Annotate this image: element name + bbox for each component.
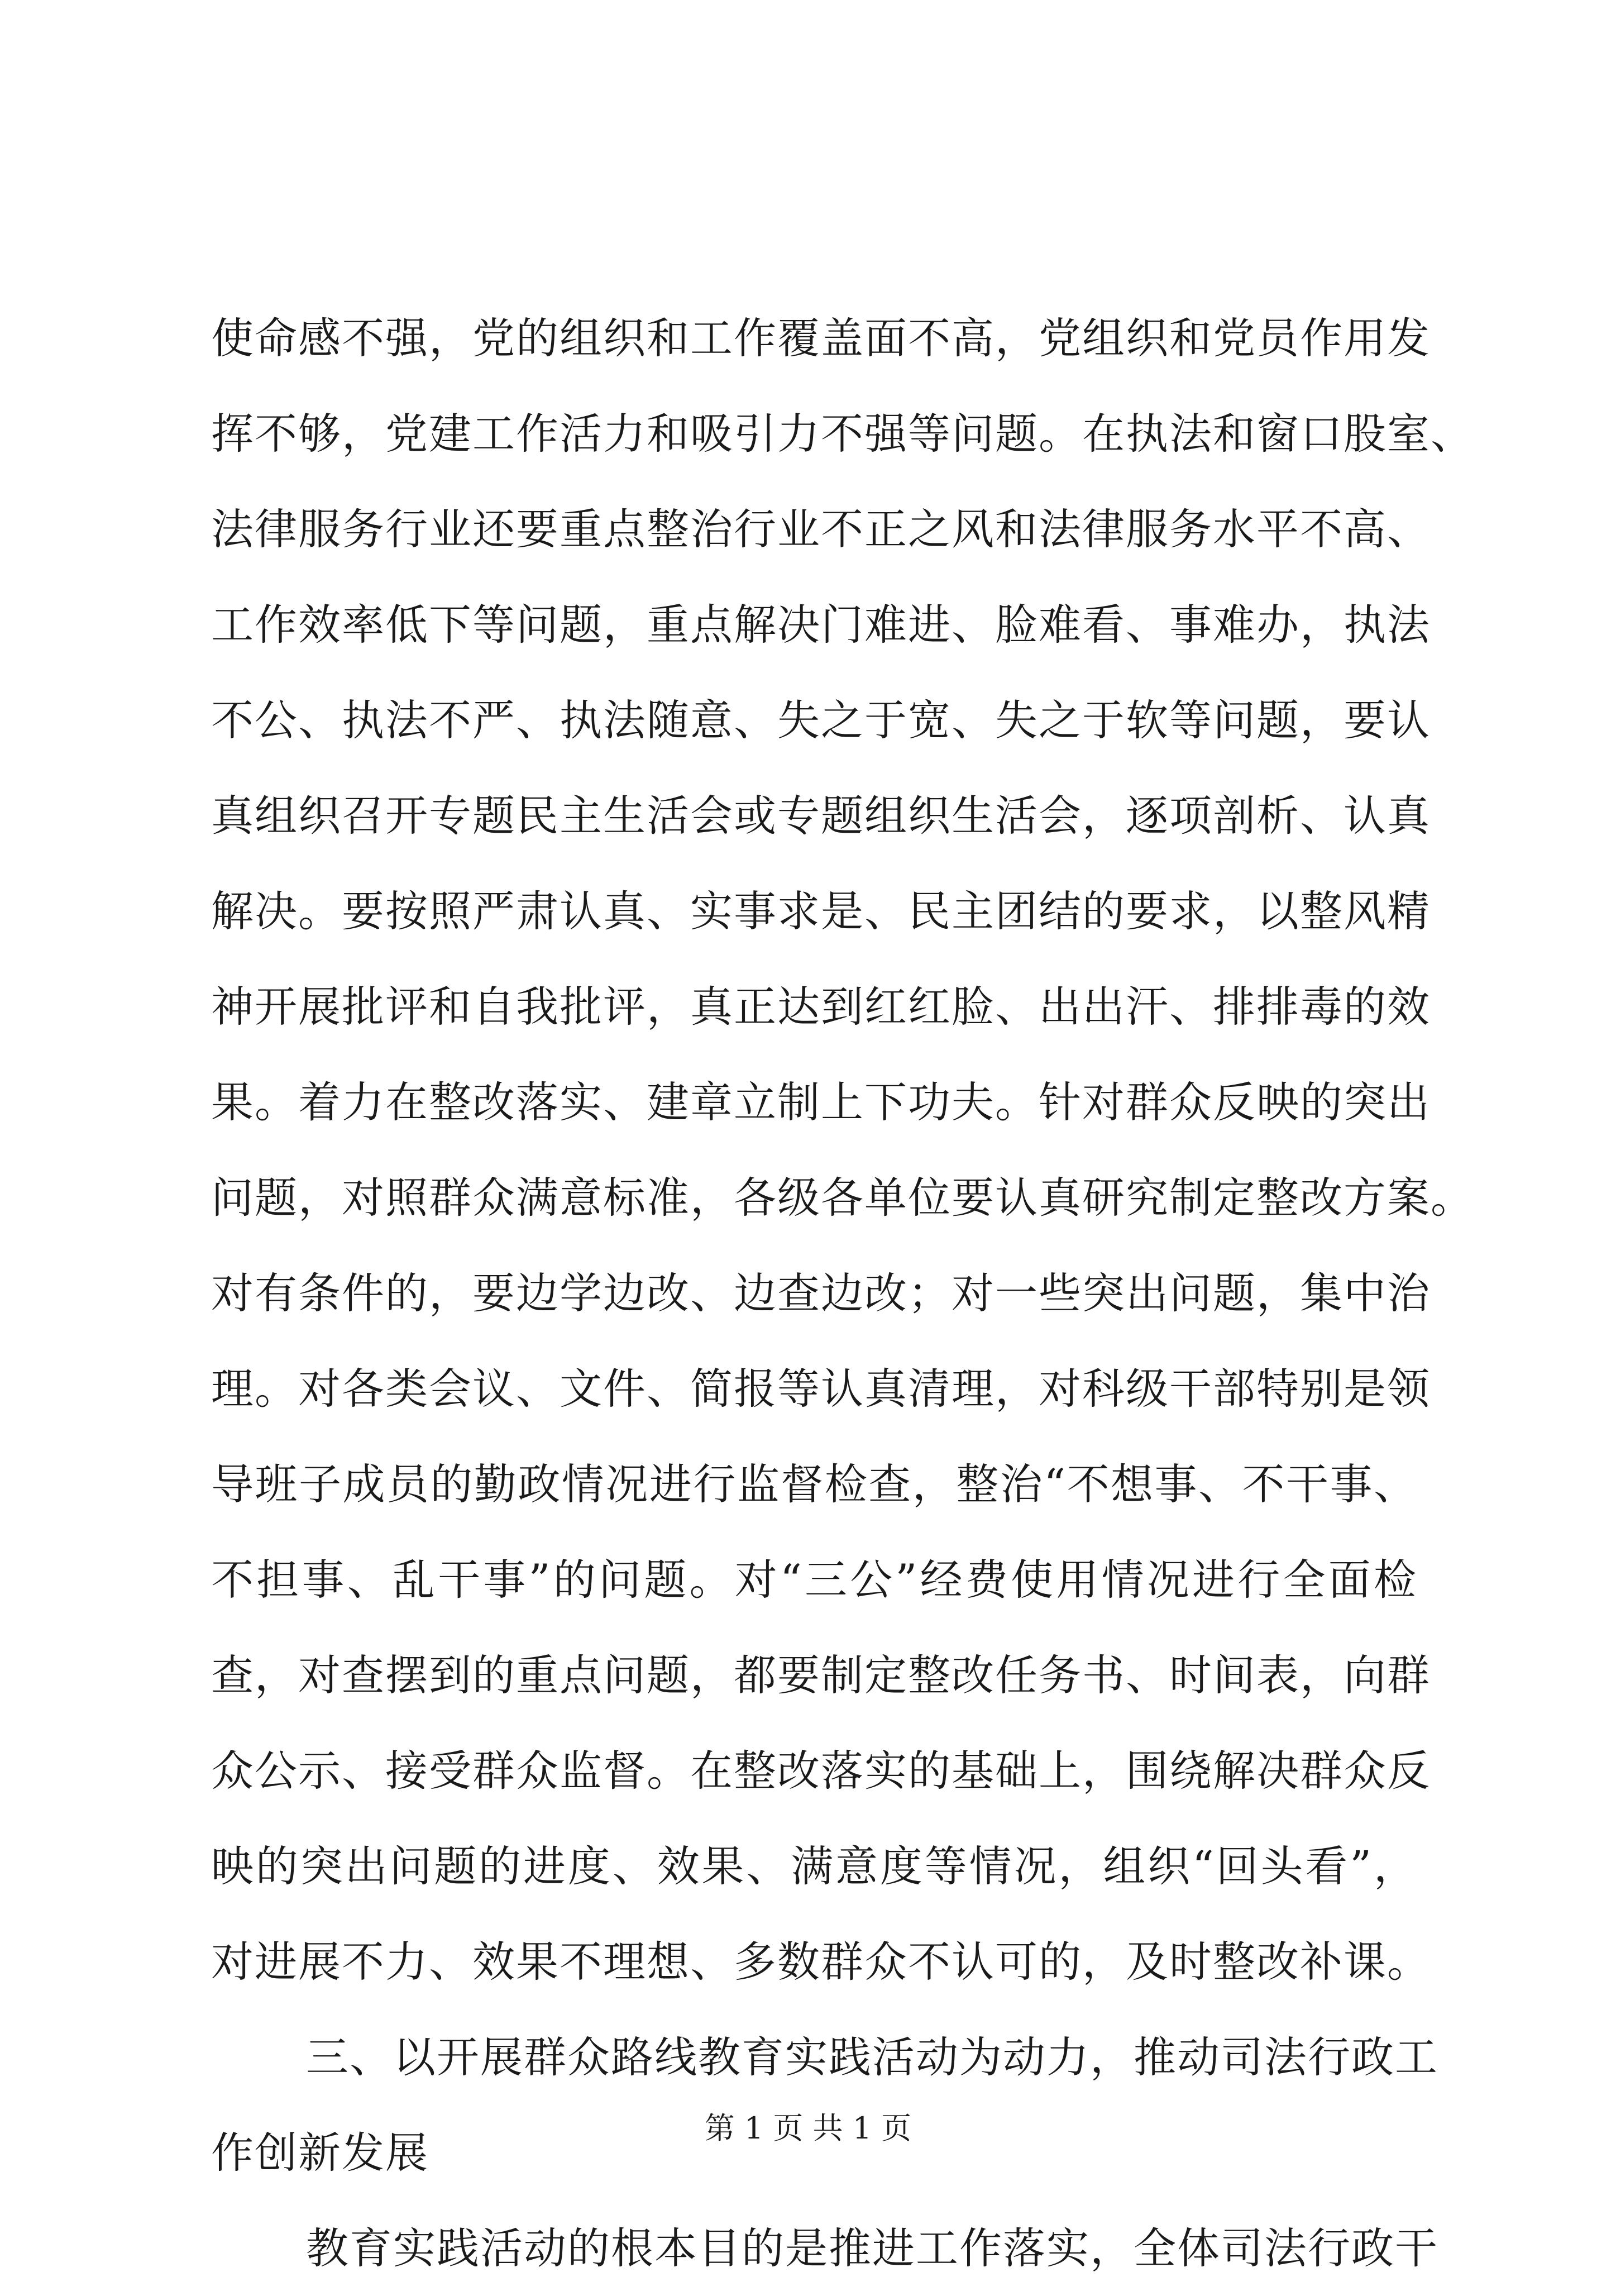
text-line: 导班子成员的勤政情况进行监督检查，整治“不想事、不干事、 xyxy=(211,1459,1417,1509)
text-line: 对有条件的，要边学边改、边查边改；对一些突出问题，集中治 xyxy=(211,1268,1431,1318)
text-line: 映的突出问题的进度、效果、满意度等情况，组织“回头看”， xyxy=(211,1841,1417,1891)
text-line: 对进展不力、效果不理想、多数群众不认可的，及时整改补课。 xyxy=(211,1937,1431,1987)
text-line: 解决。要按照严肃认真、实事求是、民主团结的要求，以整风精 xyxy=(211,886,1431,936)
text-line: 神开展批评和自我批评，真正达到红红脸、出出汗、排排毒的效 xyxy=(211,982,1431,1032)
text-line: 果。着力在整改落实、建章立制上下功夫。针对群众反映的突出 xyxy=(211,1077,1431,1127)
body-text xyxy=(211,290,1474,2296)
text-line: 不公、执法不严、执法随意、失之于宽、失之于软等问题，要认 xyxy=(211,695,1431,745)
text-line: 众公示、接受群众监督。在整改落实的基础上，围绕解决群众反 xyxy=(211,1746,1431,1796)
text-line: 查，对查摆到的重点问题，都要制定整改任务书、时间表，向群 xyxy=(211,1650,1431,1700)
text-line: 真组织召开专题民主生活会或专题组织生活会，逐项剖析、认真 xyxy=(211,791,1431,841)
section-heading-line: 作创新发展 xyxy=(211,2128,429,2178)
text-line: 法律服务行业还要重点整治行业不正之风和法律服务水平不高、 xyxy=(211,504,1431,554)
text-line: 不担事、乱干事”的问题。对“三公”经费使用情况进行全面检 xyxy=(211,1555,1417,1605)
text-line: 问题，对照群众满意标准，各级各单位要认真研究制定整改方案。 xyxy=(211,1173,1474,1223)
page-number-footer: 第 1 页 共 1 页 xyxy=(704,2111,912,2146)
text-line: 理。对各类会议、文件、简报等认真清理，对科级干部特别是领 xyxy=(211,1364,1431,1414)
text-line: 教育实践活动的根本目的是推进工作落实，全体司法行政干 xyxy=(306,2223,1438,2273)
section-heading-line: 三、以开展群众路线教育实践活动为动力，推动司法行政工 xyxy=(306,2032,1438,2082)
text-line: 使命感不强，党的组织和工作覆盖面不高，党组织和党员作用发 xyxy=(211,313,1431,363)
text-line: 挥不够，党建工作活力和吸引力不强等问题。在执法和窗口股室、 xyxy=(211,409,1474,459)
text-line: 工作效率低下等问题，重点解决门难进、脸难看、事难办，执法 xyxy=(211,600,1431,650)
